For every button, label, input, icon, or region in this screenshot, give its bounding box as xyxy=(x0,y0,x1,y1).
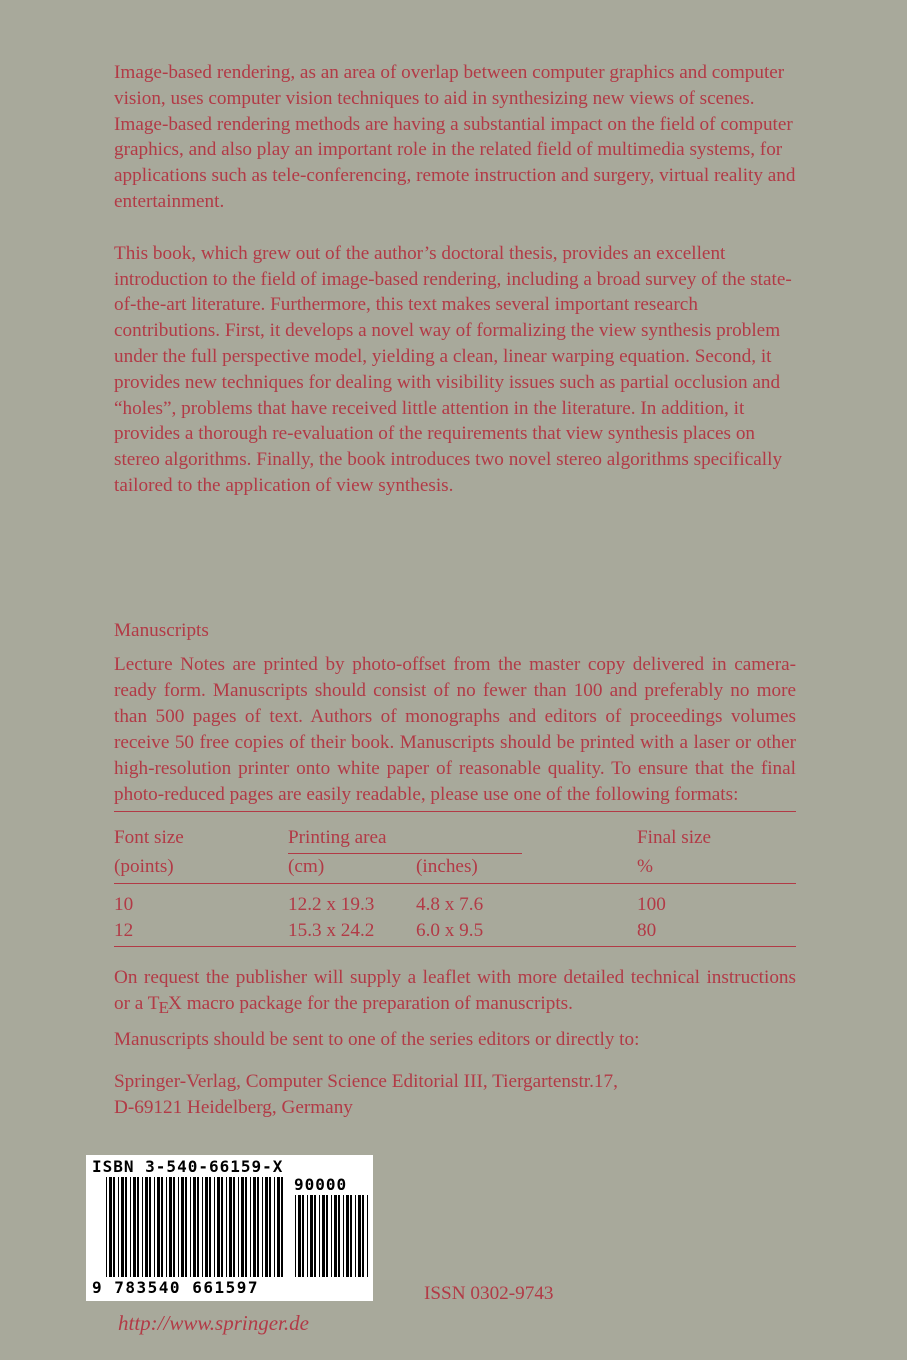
barcode-bar xyxy=(233,1177,235,1277)
barcode-bar xyxy=(118,1177,119,1277)
tex-logo: TEX xyxy=(147,993,182,1017)
send-to-text: Manuscripts should be sent to one of the series editors or directly to: xyxy=(114,1029,640,1050)
barcode-bar xyxy=(310,1195,313,1277)
abstract xyxy=(114,60,804,525)
barcode-bar xyxy=(367,1195,368,1277)
barcode-bar xyxy=(149,1177,151,1277)
row-2-inches: 6.0 x 9.5 xyxy=(416,920,484,941)
header-printing-area: Printing area xyxy=(288,827,387,848)
barcode-bar xyxy=(190,1177,191,1277)
barcode-bar xyxy=(298,1195,301,1277)
header-percent: % xyxy=(637,856,653,877)
barcode-bar xyxy=(130,1177,131,1277)
barcode-bar xyxy=(331,1195,332,1277)
address-line-1: Springer-Verlag, Computer Science Editorial III, Tiergartenstr.17, xyxy=(114,1071,618,1092)
publisher-url: http://www.springer.de xyxy=(118,1311,309,1335)
barcode-bar xyxy=(109,1177,112,1277)
barcode-bar xyxy=(319,1195,320,1277)
barcode-bar xyxy=(314,1195,316,1277)
barcode-bar xyxy=(193,1177,196,1277)
barcode-bar xyxy=(322,1195,325,1277)
barcode-bar xyxy=(217,1177,220,1277)
row-2-font: 12 xyxy=(114,920,134,941)
barcode-bar xyxy=(274,1177,275,1277)
ean-number: 9 783540 661597 xyxy=(92,1278,259,1297)
barcode-bar xyxy=(178,1177,179,1277)
barcode-bar xyxy=(145,1177,148,1277)
barcode-bar xyxy=(209,1177,211,1277)
barcode-bar xyxy=(307,1195,308,1277)
manuscripts-heading: Manuscripts xyxy=(114,620,209,641)
barcode-bar xyxy=(205,1177,208,1277)
barcode-bar xyxy=(137,1177,139,1277)
barcode-bar xyxy=(295,1195,296,1277)
address-line-2: D-69121 Heidelberg, Germany xyxy=(114,1097,353,1118)
barcode-bar xyxy=(362,1195,364,1277)
barcode-bar xyxy=(221,1177,223,1277)
barcode-bar xyxy=(238,1177,239,1277)
request-text: On request the publisher will supply a leaflet with more detailed technical instructions or a TEX macro package for the preparation of manuscripts. xyxy=(114,967,796,1017)
barcode-bar xyxy=(250,1177,251,1277)
barcode-bar xyxy=(253,1177,256,1277)
barcode-bar xyxy=(173,1177,175,1277)
barcode-bar xyxy=(277,1177,280,1277)
barcode-bar xyxy=(281,1177,283,1277)
after-table xyxy=(114,965,796,1121)
barcode-bar xyxy=(121,1177,124,1277)
table-mid-rule xyxy=(114,883,796,884)
barcode-bar xyxy=(161,1177,163,1277)
row-1-inches: 4.8 x 7.6 xyxy=(416,894,484,915)
barcode-bar xyxy=(338,1195,340,1277)
barcode-bar xyxy=(355,1195,356,1277)
barcode-bar xyxy=(346,1195,349,1277)
header-cm: (cm) xyxy=(288,856,325,877)
barcode-bar xyxy=(142,1177,143,1277)
barcode-bar xyxy=(334,1195,337,1277)
barcode-bar xyxy=(113,1177,115,1277)
barcode-bar xyxy=(262,1177,263,1277)
barcode-bar xyxy=(269,1177,271,1277)
barcode-bar xyxy=(302,1195,304,1277)
barcode-bar xyxy=(358,1195,361,1277)
barcode-bar xyxy=(125,1177,127,1277)
barcode-bar xyxy=(197,1177,199,1277)
row-1-cm: 12.2 x 19.3 xyxy=(288,894,375,915)
issn: ISSN 0302-9743 xyxy=(424,1283,554,1304)
isbn-label: ISBN 3-540-66159-X xyxy=(92,1157,284,1176)
barcode-bar xyxy=(241,1177,244,1277)
abstract-paragraph-2: This book, which grew out of the author’s doctoral thesis, provides an excellent introduction to the field of image-based rendering, including a broad survey of the state-of-the-art literature. Furthermore, this text makes several important research contributions. First, it develops a novel way of formalizing the view synthesis problem under the full perspective model, yielding a clean, linear warping equation. Second, it provides new techniques for dealing with visibility issues such as partial occlusion and “holes”, problems that have received little attention in the literature. In addition, it provides a thorough re-evaluation of the requirements that view synthesis places on stereo algorithms. Finally, the book introduces two novel stereo algorithms specifically tailored to the application of view synthesis. xyxy=(114,242,792,496)
barcode-bar xyxy=(157,1177,160,1277)
row-1-final: 100 xyxy=(637,894,666,915)
barcode-bar xyxy=(226,1177,227,1277)
row-2-cm: 15.3 x 24.2 xyxy=(288,920,375,941)
barcode-bar xyxy=(265,1177,268,1277)
barcode-bar xyxy=(166,1177,167,1277)
isbn-barcode xyxy=(86,1155,373,1301)
manuscripts-section xyxy=(114,618,796,1121)
barcode-bar xyxy=(181,1177,184,1277)
barcode-bar xyxy=(169,1177,172,1277)
barcode-bar xyxy=(214,1177,215,1277)
barcode-bar xyxy=(257,1177,259,1277)
format-table xyxy=(114,817,796,953)
row-2-final: 80 xyxy=(637,920,657,941)
header-points: (points) xyxy=(114,856,174,877)
row-1-font: 10 xyxy=(114,894,134,915)
abstract-paragraph-1: Image-based rendering, as an area of overlap between computer graphics and computer vision, uses computer vision techniques to aid in synthesizing new views of scenes. Image-based rendering methods are having a substantial impact on the field of computer graphics, and also play an important role in the related field of multimedia systems, for applications such as tele-conferencing, remote instruction and surgery, virtual reality and entertainment. xyxy=(114,62,796,212)
addon-number: 90000 xyxy=(294,1175,348,1194)
header-final-size: Final size xyxy=(637,827,712,848)
table-bottom-rule xyxy=(114,946,796,947)
barcode-bar xyxy=(343,1195,344,1277)
barcode-bar xyxy=(154,1177,155,1277)
barcode-bar xyxy=(185,1177,187,1277)
barcode-bar xyxy=(202,1177,203,1277)
table-top-rule xyxy=(114,811,796,812)
barcode-bar xyxy=(106,1177,107,1277)
manuscripts-body: Lecture Notes are printed by photo-offset from the master copy delivered in camera-ready form. Manuscripts should consist of no fewer than 100 and preferably no more than 500 pages of text. Authors of monographs and editors of proceedings volumes receive 50 free copies of their book. Manuscripts should be printed with a laser or other high-resolution printer onto white paper of reasonable quality. To ensure that the final photo-reduced pages are easily readable, please use one of the following formats: xyxy=(114,654,796,805)
barcode-bar xyxy=(245,1177,247,1277)
header-font-size: Font size xyxy=(114,827,184,848)
header-inches: (inches) xyxy=(416,856,478,877)
barcode-bar xyxy=(229,1177,232,1277)
barcode-bar xyxy=(350,1195,352,1277)
barcode-bar xyxy=(133,1177,136,1277)
barcode-bar xyxy=(326,1195,328,1277)
